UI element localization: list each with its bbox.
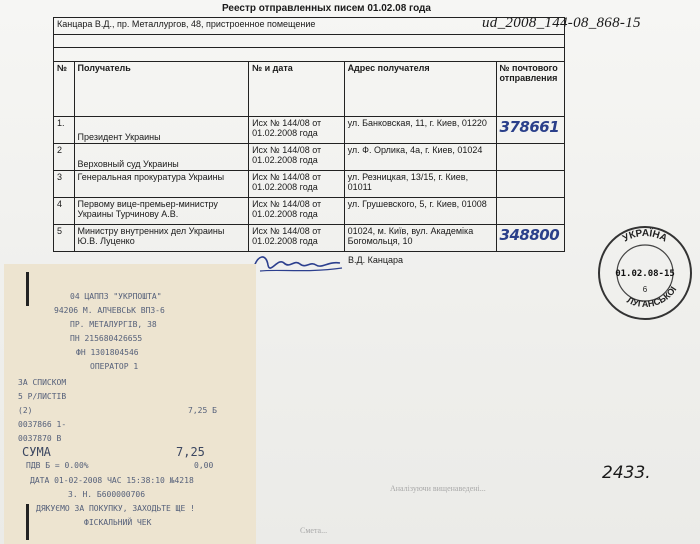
row-ref-date: Исх № 144/08 от 01.02.2008 года <box>249 117 344 144</box>
row-postal: 348800 <box>496 225 564 252</box>
receipt-line: ДЯКУЄМО ЗА ПОКУПКУ, ЗАХОДЬТЕ ЩЕ ! <box>36 504 195 513</box>
receipt-line: ОПЕРАТОР 1 <box>90 362 139 371</box>
row-address: ул. Резницкая, 13/15, г. Киев, 01011 <box>344 171 496 198</box>
row-num: 4 <box>54 198 75 225</box>
table-row <box>54 225 565 252</box>
row-num: 1. <box>54 117 75 144</box>
receipt-line: ЗА СПИСКОМ <box>18 378 67 387</box>
fiscal-receipt <box>4 264 256 544</box>
receipt-amount-small: 7,25 Б <box>188 406 217 415</box>
receipt-line: ФН 1301804546 <box>76 348 139 357</box>
receipt-line: ПДВ Б = 0.00% <box>26 461 89 470</box>
signer-name: В.Д. Канцара <box>348 255 403 265</box>
row-num: 2 <box>54 144 75 171</box>
header-number-date: № и дата <box>249 62 344 117</box>
receipt-line: 04 ЦАППЗ "УКРПОШТА" <box>70 292 162 301</box>
document-title: Реестр отправленных писем 01.02.08 года <box>222 3 431 14</box>
sender-cell: Канцара В.Д., пр. Металлургов, 48, пристроенное помещение <box>54 18 565 35</box>
receipt-line: ПН 215680426655 <box>70 334 143 343</box>
header-address: Адрес получателя <box>344 62 496 117</box>
bleed-through-text: Аналізуючи вищенаведені... <box>390 484 486 493</box>
table-row <box>54 171 565 198</box>
spacer-row <box>54 35 565 48</box>
receipt-mark <box>26 272 29 306</box>
stamp-bottom-text: ЛУГАНСЬКОЇ <box>625 284 679 310</box>
receipt-line: ПР. МЕТАЛУРГІВ, 38 <box>70 320 157 329</box>
header-num: № <box>54 62 75 117</box>
receipt-line: ДАТА 01-02-2008 ЧАС 15:38:10 №4218 <box>30 476 194 485</box>
row-recipient: Первому вице-премьер-министру Украины Турчинову А.В. <box>74 198 249 225</box>
receipt-line: 0037870 В <box>18 434 62 443</box>
spacer-row <box>54 48 565 62</box>
table-row <box>54 117 565 144</box>
row-postal <box>496 144 564 171</box>
document-id: ud_2008_144-08_868-15 <box>482 15 641 31</box>
receipt-line: 5 Р/ЛИСТІВ <box>18 392 67 401</box>
table-row <box>54 144 565 171</box>
header-row <box>54 62 565 117</box>
stamp-top-text: УКРАЇНА <box>621 227 669 245</box>
receipt-amount-tax: 0,00 <box>194 461 214 470</box>
receipt-line: З. Н. Б600000706 <box>68 490 146 499</box>
receipt-line: (2) <box>18 406 33 415</box>
stamp-number: 6 <box>642 285 648 294</box>
row-ref-date: Исх № 144/08 от 01.02.2008 года <box>249 225 344 252</box>
row-postal: 378661 <box>496 117 564 144</box>
row-recipient: Верховный суд Украины <box>74 144 249 171</box>
receipt-line: СУМА <box>22 445 51 459</box>
receipt-line: ФІСКАЛЬНИЙ ЧЕК <box>84 518 152 527</box>
bleed-through-text: Смета... <box>300 526 328 535</box>
handwritten-signature <box>248 249 348 279</box>
row-recipient: Министру внутренних дел Украины Ю.В. Луценко <box>74 225 249 252</box>
header-recipient: Получатель <box>74 62 249 117</box>
row-address: 01024, м. Київ, вул. Академіка Богомольця, 10 <box>344 225 496 252</box>
svg-text:УКРАЇНА <box>621 226 669 244</box>
handwritten-number: 2433. <box>602 463 651 483</box>
table-row <box>54 198 565 225</box>
row-postal <box>496 198 564 225</box>
svg-text:ЛУГАНСЬКОЇ <box>625 284 678 309</box>
row-recipient: Генеральная прокуратура Украины <box>74 171 249 198</box>
row-postal <box>496 171 564 198</box>
registry-table <box>53 17 565 252</box>
row-address: ул. Ф. Орлика, 4а, г. Киев, 01024 <box>344 144 496 171</box>
receipt-line: 94206 М. АЛЧЕВСЬК ВПЗ-6 <box>54 306 165 315</box>
row-ref-date: Исх № 144/08 от 01.02.2008 года <box>249 171 344 198</box>
row-recipient: Президент Украины <box>74 117 249 144</box>
row-num: 3 <box>54 171 75 198</box>
receipt-line: 0037866 1- <box>18 420 67 429</box>
row-address: ул. Банковская, 11, г. Киев, 01220 <box>344 117 496 144</box>
receipt-amount-total: 7,25 <box>176 445 205 459</box>
header-postal-number: № почтового отправления <box>496 62 564 117</box>
row-address: ул. Грушевского, 5, г. Киев, 01008 <box>344 198 496 225</box>
receipt-mark <box>26 504 29 540</box>
row-ref-date: Исх № 144/08 от 01.02.2008 года <box>249 198 344 225</box>
stamp-date: 01.02.08-15 <box>615 269 675 279</box>
row-ref-date: Исх № 144/08 от 01.02.2008 года <box>249 144 344 171</box>
sender-row <box>54 18 565 35</box>
row-num: 5 <box>54 225 75 252</box>
postmark-stamp-icon <box>596 224 694 322</box>
